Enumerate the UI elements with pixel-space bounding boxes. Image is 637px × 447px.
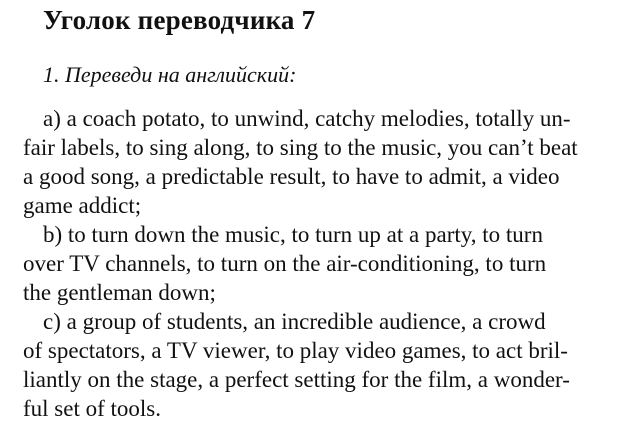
text-line: liantly on the stage, a perfect setting for the film, a wonder- (23, 367, 570, 392)
text-line: of spectators, a TV viewer, to play video games, to act bril- (23, 338, 568, 363)
text-line: a good song, a predictable result, to have to admit, a video (23, 164, 560, 189)
text-line: game addict; (23, 193, 142, 218)
text-line: b) to turn down the music, to turn up at a party, to turn (43, 222, 543, 247)
text-line: fair labels, to sing along, to sing to the music, you can’t beat (23, 135, 578, 160)
text-line: c) a group of students, an incredible audience, a crowd (43, 309, 546, 334)
exercise-instruction: 1. Переведи на английский: (43, 62, 297, 87)
text-line: the gentleman down; (23, 280, 216, 305)
text-line: over TV channels, to turn on the air-conditioning, to turn (23, 251, 547, 276)
text-line: a) a coach potato, to unwind, catchy melodies, totally un- (43, 106, 571, 131)
page-title: Уголок переводчика 7 (43, 5, 316, 35)
text-line: ful set of tools. (23, 396, 161, 421)
